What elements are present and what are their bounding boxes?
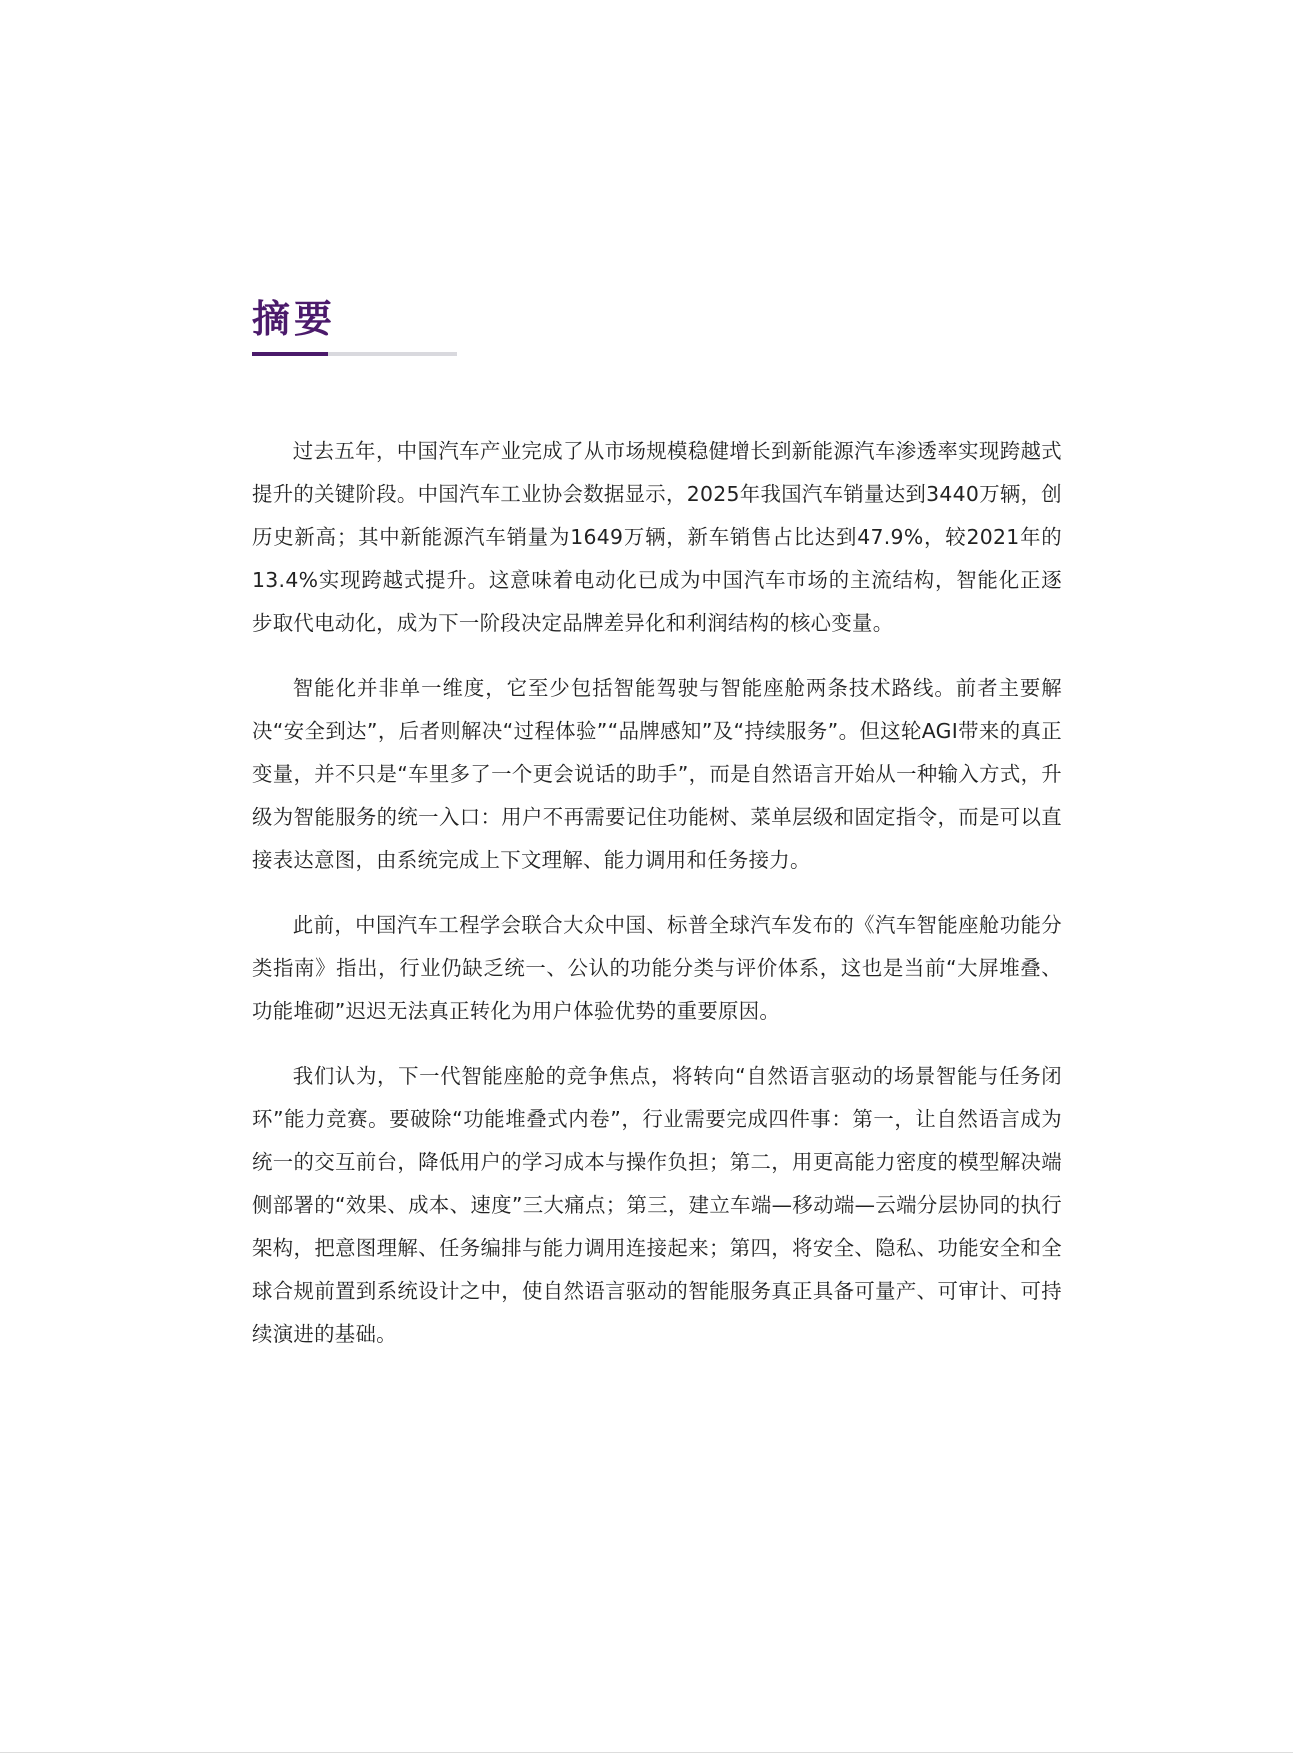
title-underline bbox=[252, 352, 457, 356]
section-header bbox=[252, 294, 457, 356]
paragraph-classification-guide: 此前，中国汽车工程学会联合大众中国、标普全球汽车发布的《汽车智能座舱功能分类指南》指出，行业仍缺乏统一、公认的功能分类与评价体系，这也是当前“大屏堆叠、功能堆砌”迟迟无法真正转化为用户体验优势的重要原因。 bbox=[252, 913, 1062, 1023]
section-title: 摘要 bbox=[252, 297, 337, 341]
title-underline-accent bbox=[252, 352, 328, 356]
abstract-body bbox=[252, 430, 1062, 1378]
paragraph-competition-focus: 我们认为，下一代智能座舱的竞争焦点，将转向“自然语言驱动的场景智能与任务闭环”能力竞赛。要破除“功能堆叠式内卷”，行业需要完成四件事：第一，让自然语言成为统一的交互前台，降低用户的学习成本与操作负担；第二，用更高能力密度的模型解决端侧部署的“效果、成本、速度”三大痛点；第三，建立车端—移动端—云端分层协同的执行架构，把意图理解、任务编排与能力调用连接起来；第四，将安全、隐私、功能安全和全球合规前置到系统设计之中，使自然语言驱动的智能服务真正具备可量产、可审计、可持续演进的基础。 bbox=[252, 1064, 1062, 1346]
paragraph-intelligence-dimensions: 智能化并非单一维度，它至少包括智能驾驶与智能座舱两条技术路线。前者主要解决“安全到达”，后者则解决“过程体验”“品牌感知”及“持续服务”。但这轮AGI带来的真正变量，并不只是“车里多了一个更会说话的助手”，而是自然语言开始从一种输入方式，升级为智能服务的统一入口：用户不再需要记住功能树、菜单层级和固定指令，而是可以直接表达意图，由系统完成上下文理解、能力调用和任务接力。 bbox=[252, 676, 1062, 872]
paragraph-market-overview: 过去五年，中国汽车产业完成了从市场规模稳健增长到新能源汽车渗透率实现跨越式提升的关键阶段。中国汽车工业协会数据显示，2025年我国汽车销量达到3440万辆，创历史新高；其中新能源汽车销量为1649万辆，新车销售占比达到47.9%，较2021年的13.4%实现跨越式提升。这意味着电动化已成为中国汽车市场的主流结构，智能化正逐步取代电动化，成为下一阶段决定品牌差异化和利润结构的核心变量。 bbox=[252, 439, 1062, 635]
